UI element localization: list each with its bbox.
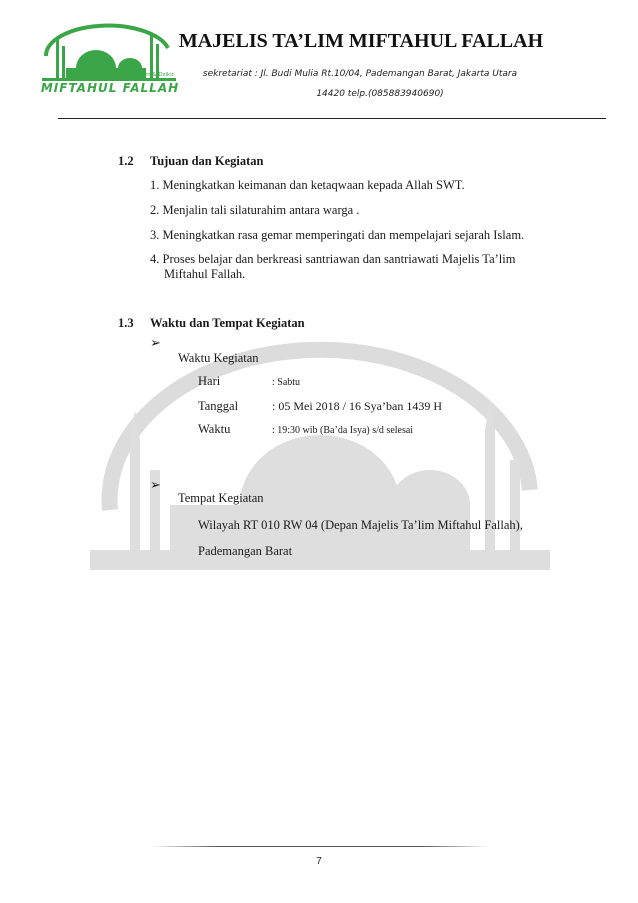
schedule-label-waktu: Waktu	[198, 422, 231, 436]
logo-name: MIFTAHUL FALLAH	[40, 81, 180, 95]
organization-title: MAJELIS TA’LIM MIFTAHUL FALLAH	[178, 30, 544, 52]
schedule-label-tanggal: Tanggal	[198, 399, 239, 413]
list-item: 4. Proses belajar dan berkreasi santriawan dan santriawati Majelis Ta’lim	[150, 252, 516, 266]
list-item: 1. Meningkatkan keimanan dan ketaqwaan kepada Allah SWT.	[150, 178, 465, 192]
arrow-bullet-icon: ➢	[150, 478, 161, 493]
section-1-2-heading: Tujuan dan Kegiatan	[150, 154, 264, 168]
organization-logo	[38, 18, 180, 98]
arrow-bullet-icon: ➢	[150, 336, 161, 351]
mosque-watermark-icon	[90, 280, 550, 620]
list-item: 3. Meningkatkan rasa gemar memperingati dan mempelajari sejarah Islam.	[150, 228, 525, 242]
tempat-kegiatan-title: Tempat Kegiatan	[178, 491, 264, 505]
address-line-1: sekretariat : Jl. Budi Mulia Rt.10/04, Pademangan Barat, Jakarta Utara	[202, 69, 518, 79]
schedule-value-hari: : Sabtu	[272, 377, 301, 388]
logo-tagline: Majlis Ta'lim & Dzikir	[117, 72, 174, 78]
page-number: 7	[316, 856, 322, 867]
schedule-label-hari: Hari	[198, 374, 221, 388]
waktu-kegiatan-title: Waktu Kegiatan	[178, 351, 259, 365]
schedule-value-tanggal: : 05 Mei 2018 / 16 Sya’ban 1439 H	[272, 399, 442, 413]
section-1-3-heading: Waktu dan Tempat Kegiatan	[150, 316, 305, 330]
list-item: 2. Menjalin tali silaturahim antara warga .	[150, 203, 360, 217]
address-line-2: 14420 telp.(085883940690)	[316, 89, 444, 99]
section-1-3-number: 1.3	[118, 316, 134, 330]
list-item-continuation: Miftahul Fallah.	[164, 267, 246, 281]
section-1-2-number: 1.2	[118, 154, 134, 168]
footer-divider	[150, 846, 490, 847]
tempat-line-2: Pademangan Barat	[198, 544, 293, 558]
tempat-line-1: Wilayah RT 010 RW 04 (Depan Majelis Ta’lim Miftahul Fallah),	[198, 518, 523, 532]
schedule-value-waktu: : 19:30 wib (Ba’da Isya) s/d selesai	[272, 425, 414, 436]
header-divider	[58, 118, 606, 119]
